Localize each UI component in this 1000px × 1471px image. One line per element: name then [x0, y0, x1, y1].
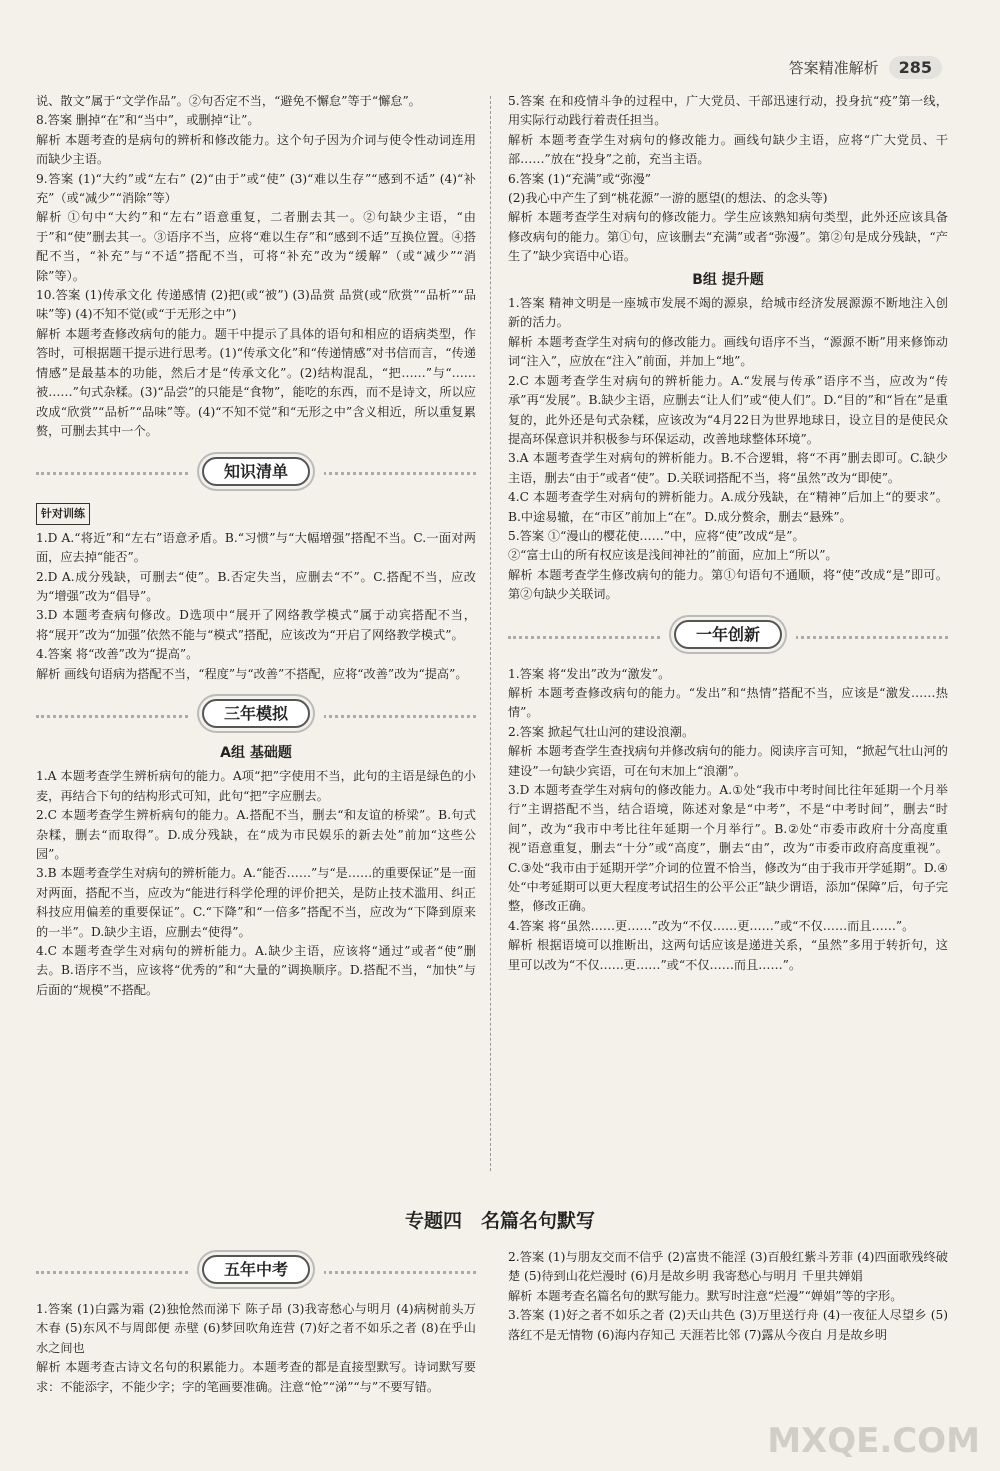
training-tag: 针对训练 — [36, 503, 90, 524]
left-text: 解析 画线句语病为搭配不当，“程度”与“改善”不搭配，应将“改善”改为“提高”。 — [36, 666, 468, 681]
left-text: 9.答案 (1)“大约”或“左右” (2)“由于”或“使” (3)“难以生存”“感到不适” (4)“补充”（或“减少”“消除”等） — [36, 171, 476, 206]
left-text: 2.D A.成分残缺，可删去“使”。B.否定失当，应删去“不”。C.搭配不当，应改为“增强”改为“倡导”。 — [36, 569, 476, 603]
left-text: 1.D A.“将近”和“左右”语意矛盾。B.“习惯”与“大幅增强”搭配不当。C.一面对两面，应去掉“能否”。 — [36, 530, 476, 565]
left-text: 3.B 本题考查学生对病句的辨析能力。A.“能否……”与“是……的重要保证”是一面对两面，搭配不当，应改为“能进行科学伦理的评价把关，是防止技术滥用、纠正科技应用偏差的重要保证”。C.“下降”和“一倍多”搭配不当，应改为“下降到原来的一半”。D.缺少主语，应删去“使得”。 — [36, 866, 476, 939]
section-banner — [36, 692, 476, 738]
bottom-right-column — [508, 1248, 948, 1345]
section-banner — [36, 1248, 476, 1294]
right-text: 2.C 本题考查学生对病句的辨析能力。A.“发展与传承”语序不当，应改为“传承”再“发展”。B.缺少主语，应删去“让人们”或“使人们”。D.“目的”和“旨在”是重复的，此外还是句式杂糅，应该改为“4月22日为世界地球日，设立目的是使民众提高环保意识并积极参与环保运动，改善地球整体环境”。 — [508, 373, 948, 446]
banner-label: 五年中考 — [202, 1255, 310, 1284]
left-text: 1.A 本题考查学生辨析病句的能力。A项“把”字使用不当，此句的主语是绿色的小麦，再结合下句的结构形式可知，此句“把”字应删去。 — [36, 769, 476, 803]
banner-label: 一年创新 — [674, 620, 782, 649]
bottom-text: 解析 本题考查古诗文名句的积累能力。本题考查的都是直接型默写。诗词默写要求：不能添字，不能少字；字的笔画要准确。注意“怆”“涕”“与”不要写错。 — [36, 1360, 476, 1394]
left-text: 解析 本题考查修改病句的能力。题干中提示了具体的语句和相应的语病类型，作答时，可根据题干提示进行思考。(1)“传承文化”和“传递情感”对书信而言，“传递情感”是最基本的功能，然后才是“传承文化”。(2)结构混乱，“把……”与“……被……”句式杂糅。(3)“品尝”的只能是“食物”，能吃的东西，而不是诗文，所以应改成“欣赏”“品析”“品味”等。(4)“不知不觉”和“无形之中”含义相近，所以重复累赘，可删去其中一个。 — [36, 326, 476, 438]
right-text: 3.A 本题考查学生对病句的辨析能力。B.不合逻辑，将“不再”删去即可。C.缺少主语，删去“由于”或者“使”。D.关联词搭配不当，将“虽然”改为“即使”。 — [508, 451, 948, 485]
right-text: 3.D 本题考查学生对病句的修改能力。A.①处“我市中考时间比往年延期一个月举行”主谓搭配不当，结合语境，陈述对象是“中考”，不是“中考时间”，删去“时间”，改为“我市中考比往年延期一个月举行”。B.②处“市委市政府十分高度重视”语意重复，删去“十分”或“高度”，删去“由”，改为“市委市政府高度重视”。C.③处“我市由于延期开学”介词的位置不恰当，修改为“由于我市开学延期”。D.④处“中考延期可以更大程度考试招生的公平公正”缺少谓语，添加“保障”后，句子完整，修改正确。 — [508, 783, 948, 914]
section-banner — [508, 613, 948, 659]
header-label: 答案精准解析 — [788, 59, 879, 77]
left-text: 解析 ①句中“大约”和“左右”语意重复，二者删去其一。②句缺少主语，“由于”和“使”删去其一。③语序不当，应将“难以生存”和“感到不适”互换位置。④搭配不当，“补充”与“不适”搭配不当，可将“补充”改为“缓解”（或“减少”“消除”等）。 — [36, 210, 476, 283]
group-title: A组 基础题 — [220, 744, 292, 761]
banner-label: 三年模拟 — [202, 699, 310, 728]
right-text: 2.答案 掀起气壮山河的建设浪潮。 — [508, 724, 695, 739]
right-column — [508, 92, 948, 975]
page-header — [789, 56, 942, 79]
right-text: 解析 本题考查学生修改病句的能力。第①句语句不通顺，将“使”改成“是”即可。第②句缺少关联词。 — [508, 567, 948, 602]
left-text: 解析 本题考查的是病句的辨析和修改能力。这个句子因为介词与使令性动词连用而缺少主语。 — [36, 132, 476, 167]
left-text: 3.D 本题考查病句修改。D选项中“展开了网络教学模式”属于动宾搭配不当，将“展开”改为“加强”依然不能与“模式”搭配，应该改为“开启了网络教学模式”。 — [36, 608, 476, 642]
group-title: B组 提升题 — [692, 271, 764, 288]
right-text: 1.答案 精神文明是一座城市发展不竭的源泉，给城市经济发展源源不断地注入创新的活力。 — [508, 296, 948, 330]
page-number: 285 — [889, 56, 942, 79]
left-text: 说、散文”属于“文学作品”。②句否定不当，“避免不懈怠”等于“懈怠”。 — [36, 94, 421, 108]
right-text: 解析 本题考查学生对病句的修改能力。画线句语序不当，“源源不断”用来修饰动词“注入”，应放在“注入”前面，并加上“地”。 — [508, 334, 948, 369]
right-text: 5.答案 在和疫情斗争的过程中，广大党员、干部迅速行动，投身抗“疫”第一线，用实际行动践行着责任担当。 — [508, 94, 948, 128]
right-text: 解析 本题考查学生查找病句并修改病句的能力。阅读序言可知，“掀起气壮山河的建设”一句缺少宾语，可在句末加上“浪潮”。 — [508, 744, 948, 778]
bottom-text: 1.答案 (1)白露为霜 (2)独怆然而涕下 陈子昂 (3)我寄愁心与明月 (4)病树前头万木春 (5)东风不与周郎便 赤壁 (6)梦回吹角连营 (7)好之者不如乐之者 (8)在乎山水之间也 — [36, 1302, 476, 1355]
right-text: ②“富士山的所有权应该是浅间神社的”前面，应加上“所以”。 — [508, 548, 838, 563]
left-text: 8.答案 删掉“在”和“当中”，或删掉“让”。 — [36, 113, 260, 128]
left-text: 4.答案 将“改善”改为“提高”。 — [36, 647, 199, 662]
right-text: 5.答案 ①“漫山的樱花使……”中，应将“使”改成“是”。 — [508, 528, 805, 543]
right-text: 6.答案 (1)“充满”或“弥漫” — [508, 171, 652, 186]
right-text: (2)我心中产生了到“桃花源”一游的愿望(的想法、的念头等) — [508, 191, 828, 206]
right-text: 1.答案 将“发出”改为“激发”。 — [508, 666, 671, 681]
watermark: MXQE.COM — [767, 1421, 980, 1461]
section-title: 专题四 名篇名句默写 — [404, 1210, 595, 1232]
left-text: 2.C 本题考查学生辨析病句的能力。A.搭配不当，删去“和友谊的桥梁”。B.句式杂糅，删去“而取得”。D.成分残缺，在“成为市民娱乐的新去处”前加“这些公园”。 — [36, 808, 476, 861]
column-divider — [490, 96, 491, 1171]
left-column — [36, 92, 476, 1000]
bottom-left-column — [36, 1248, 476, 1397]
right-text: 解析 根据语境可以推断出，这两句话应该是递进关系，“虽然”多用于转折句，这里可以改为“不仅……更……”或“不仅……而且……”。 — [508, 938, 948, 972]
banner-label: 知识清单 — [202, 457, 310, 486]
section-banner — [36, 449, 476, 495]
right-text: 4.C 本题考查学生对病句的辨析能力。A.成分残缺，在“精神”后加上“的要求”。B.中途易辙，在“市区”前加上“在”。D.成分赘余，删去“悬殊”。 — [508, 490, 948, 524]
left-text: 4.C 本题考查学生对病句的辨析能力。A.缺少主语，应该将“通过”或者“使”删去。B.语序不当，应该将“优秀的”和“大量的”调换顺序。D.搭配不当，“加快”与后面的“规模”不搭配。 — [36, 944, 476, 997]
right-text: 解析 本题考查学生对病句的修改能力。画线句缺少主语，应将“广大党员、干部……”放在“投身”之前，充当主语。 — [508, 132, 948, 167]
right-text: 4.答案 将“虽然……更……”改为“不仅……更……”或“不仅……而且……”。 — [508, 918, 915, 933]
bottom-text: 解析 本题考查名篇名句的默写能力。默写时注意“烂漫”“婵娟”等的字形。 — [508, 1288, 903, 1303]
bottom-text: 2.答案 (1)与朋友交而不信乎 (2)富贵不能淫 (3)百般红紫斗芳菲 (4)四面歌残终破楚 (5)待到山花烂漫时 (6)月是故乡明 我寄愁心与明月 千里共婵娟 — [508, 1250, 948, 1284]
left-text: 10.答案 (1)传承文化 传递感情 (2)把(或“被”) (3)品赏 品赏(或“欣赏”“品析”“品味”等) (4)不知不觉(或“于无形之中”) — [36, 288, 476, 322]
right-text: 解析 本题考查修改病句的能力。“发出”和“热情”搭配不当，应该是“激发……热情”。 — [508, 685, 948, 720]
right-text: 解析 本题考查学生对病句的修改能力。学生应该熟知病句类型，此外还应该具备修改病句的能力。第①句，应该删去“充满”或者“弥漫”。第②句是成分残缺，“产生了”缺少宾语中心语。 — [508, 210, 948, 264]
bottom-text: 3.答案 (1)好之者不如乐之者 (2)天山共色 (3)万里送行舟 (4)一夜征人尽望乡 (5)落红不是无情物 (6)海内存知己 天涯若比邻 (7)露从今夜白 月是故乡明 — [508, 1308, 948, 1342]
